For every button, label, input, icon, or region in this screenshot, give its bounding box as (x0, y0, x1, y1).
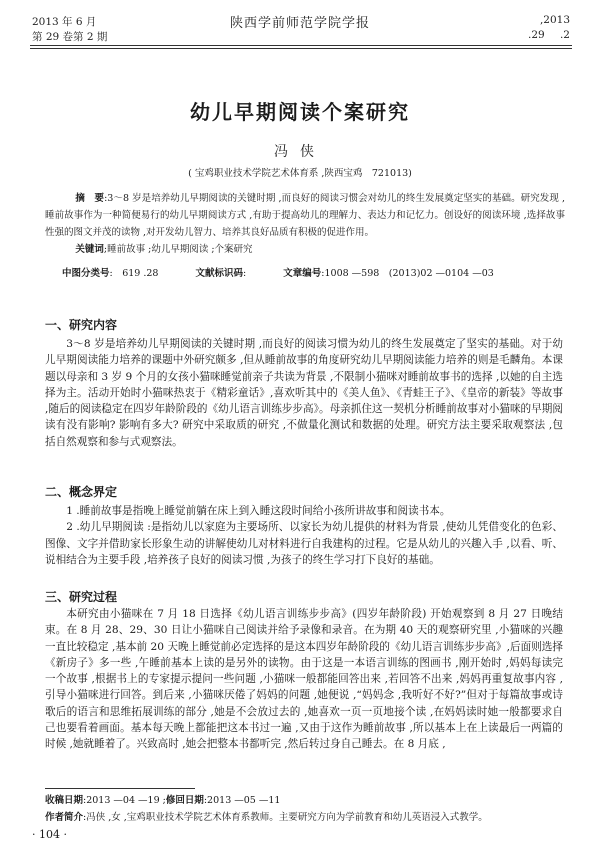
author-bio (45, 809, 565, 826)
keywords (45, 241, 565, 258)
section-heading-2: 二、概念界定 (45, 485, 118, 499)
author-affiliation: ( 宝鸡职业技术学院艺术体育系 ,陕西宝鸡 721013) (188, 168, 412, 179)
header-year-en: ,2013 (539, 14, 570, 26)
footnote-rule (45, 788, 195, 789)
doc-code-field (196, 268, 247, 279)
doc-code-value: : (243, 268, 247, 279)
author-name: 冯侠 (274, 144, 326, 160)
bio-text: :冯侠 ,女 ,宝鸡职业技术学院艺术体育系教师。主要研究方向为学前教育和幼儿英语浸入式教学。 (83, 812, 488, 823)
clc-field (62, 268, 158, 279)
article-no-field (283, 268, 494, 279)
paragraph: 2 .幼儿早期阅读 :是指幼儿以家庭为主要场所、以家长为幼儿提供的材料为背景 ,使幼儿凭借变化的色彩、图像、文字并借助家长形象生动的讲解使幼儿对材料进行自我建构的过程。它是从幼儿的兴趣入手 ,以看、听、说相结合为主要手段 ,培养孩子良好的阅读习惯 ,为孩子的终生学习打下良好的基础。 (45, 521, 563, 566)
header-issue-date: 2013 年 6 月 (32, 16, 97, 28)
page-number: · 104 · (32, 828, 67, 841)
section-body-1 (45, 336, 563, 450)
received-date: :2013 —04 —19 ; (83, 795, 166, 806)
header-vol-en: .29 (528, 29, 545, 41)
abstract-label: 摘 要 (75, 193, 105, 204)
received-label: 收稿日期 (45, 795, 84, 806)
section-heading-1: 一、研究内容 (45, 318, 118, 332)
clc-label: 中图分类号 (62, 268, 110, 279)
header-rule (30, 45, 572, 46)
abstract (45, 190, 565, 241)
footnote (45, 792, 565, 826)
section-body-2 (45, 503, 563, 568)
section-heading-3: 三、研究过程 (45, 590, 118, 604)
journal-name: 陕西学前师范学院学报 (229, 16, 370, 31)
clc-value: : 619 .28 (109, 268, 159, 279)
doc-code-label: 文献标识码 (195, 268, 244, 279)
revised-label: 修回日期 (165, 795, 204, 806)
article-no-value: :1008 —598 (2013)02 —0104 —03 (321, 268, 494, 279)
abstract-block (45, 190, 565, 258)
classification-line (62, 265, 494, 279)
header-rule-2 (30, 48, 572, 49)
keywords-text: ;睡前故事 ;幼儿早期阅读 ;个案研究 (103, 244, 253, 255)
header-no-en: .2 (559, 29, 570, 41)
revised-date: :2013 —05 —11 (203, 795, 281, 806)
paragraph: 本研究由小猫咪在 7 月 18 日选择《幼儿语言训练步步高》(四岁年龄阶段) 开始观察到 8 月 27 日晚结束。在 8 月 28、29、30 日让小猫咪自己阅读并给予录像和录音。在为期 40 天的观察研究里 ,小猫咪的兴趣一直比较稳定 ,基本前 20 天晚上睡觉前必定选择的是这本四岁年龄阶段的《幼儿语言训练步步高》,后面则选择《新房子》多一些 ,午睡前基本上读的是另外的读物。由于这是一本语言训练的图画书 ,刚开始时 ,妈妈每读完一个故事 ,根据书上的专家提示提问一些问题 ,小猫咪一般都能回答出来 ,若回答不出来 ,妈妈再重复故事内容 ,引导小猫咪进行回答。到后来 ,小猫咪厌倦了妈妈的问题 ,她便说 ,“妈妈念 ,我听好不好?”但对于每篇故事或诗歌后的语言和思维拓展训练的部分 ,她是不会放过去的 ,她喜欢一页一页地接个读 ,在妈妈读时她一般都要求自己也要看着画面。基本每天晚上都能把这本书过一遍 ,又由于这作为睡前故事 ,所以基本上在上读最后一两篇的时候 ,她就睡着了。兴致高时 ,她会把整本书都听完 ,然后转过身自己睡去。在 8 月底 , (45, 608, 563, 751)
paragraph: 1 .睡前故事是指晚上睡觉前躺在床上到入睡这段时间给小孩所讲故事和阅读书本。 (66, 505, 451, 517)
header-volume: 第 29 卷第 2 期 (32, 31, 108, 43)
article-title: 幼儿早期阅读个案研究 (190, 100, 410, 124)
bio-label: 作者简介 (45, 812, 84, 823)
paragraph: 3～8 岁是培养幼儿早期阅读的关键时期 ,而良好的阅读习惯为幼儿的终生发展奠定了坚实的基础。对于幼儿早期阅读能力培养的课题中外研究颇多 ,但从睡前故事的角度研究幼儿早期阅读能力培养的则是毛麟角。本课题以母亲和 3 岁 9 个月的女孩小猫咪睡觉前亲子共读为背景 ,不限制小猫咪对睡前故事书的选择 ,以她的自主选择为主。活动开始时小猫咪热衷于《精彩童话》,喜欢听其中的《美人鱼》、《青蛙王子》、《皇帝的新装》等故事 ,随后的阅读稳定在四岁年龄阶段的《幼儿语言训练步步高》。母亲抓住这一契机分析睡前故事对小猫咪的早期阅读有没有影响? 影响有多大? 研究中采取质的研究 ,不做量化测试和数据的处理。研究方法主要采取观察法 ,包括自然观察和参与式观察法。 (45, 338, 563, 448)
abstract-text: :3～8 岁是培养幼儿早期阅读的关键时期 ,而良好的阅读习惯会对幼儿的终生发展奠定坚实的基础。研究发现 ,睡前故事作为一种简便易行的幼儿早期阅读方式 ,有助于提高幼儿的理解力、表达力和记忆力。创设好的阅读环境 ,选择故事性强的图文并茂的读物 ,对开发幼儿智力、培养其良好品质有积极的促进作用。 (45, 193, 565, 238)
article-no-label: 文章编号 (283, 268, 322, 279)
keywords-label: 关键词 (75, 244, 104, 255)
received-line (45, 792, 565, 809)
section-body-3 (45, 606, 563, 753)
